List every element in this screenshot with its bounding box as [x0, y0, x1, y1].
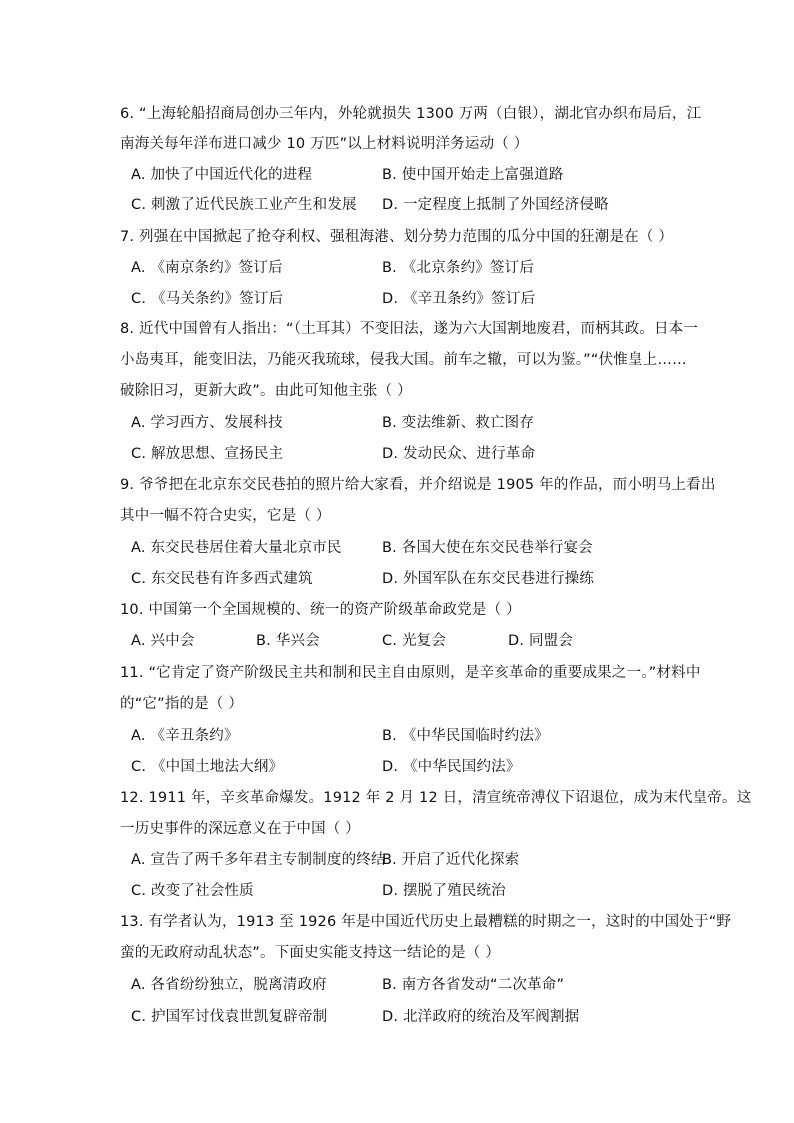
question-10-option-c: C. 光复会 — [382, 633, 447, 649]
question-12-option-d: D. 摆脱了殖民统治 — [382, 883, 506, 899]
question-7-option-b: B. 《北京条约》签订后 — [382, 260, 535, 276]
question-13-option-b: B. 南方各省发动“二次革命” — [382, 977, 565, 993]
question-13-option-a: A. 各省纷纷独立，脱离清政府 — [131, 977, 327, 993]
question-11-option-a: A. 《辛丑条约》 — [131, 728, 239, 744]
question-11-option-c: C. 《中国土地法大纲》 — [131, 759, 284, 775]
question-8-option-c: C. 解放思想、宣扬民主 — [131, 446, 284, 462]
question-7-option-d: D. 《辛丑条约》签订后 — [382, 291, 536, 307]
question-10-line-1: 10. 中国第一个全国规模的、统一的资产阶级革命政党是（ ） — [120, 602, 521, 618]
question-12-option-c: C. 改变了社会性质 — [131, 883, 254, 899]
question-11-option-b: B. 《中华民国临时约法》 — [382, 728, 549, 744]
question-9-option-c: C. 东交民巷有许多西式建筑 — [131, 571, 313, 587]
question-9-option-b: B. 各国大使在东交民巷举行宴会 — [382, 540, 593, 556]
question-13-line-1: 13. 有学者认为，1913 至 1926 年是中国近代历史上最糟糕的时期之一，这时的中国处于“野 — [120, 914, 732, 930]
question-6-option-d: D. 一定程度上抵制了外国经济侵略 — [382, 197, 609, 213]
question-9-option-d: D. 外国军队在东交民巷进行操练 — [382, 571, 595, 587]
question-13-option-c: C. 护国军讨伐袁世凯复辟帝制 — [131, 1009, 328, 1025]
question-10-option-d: D. 同盟会 — [508, 633, 574, 649]
question-6-line-1: 6. “上海轮船招商局创办三年内，外轮就损失 1300 万两（白银），湖北官办织布局后，江 — [120, 106, 702, 122]
question-13-line-2: 蛮的无政府动乱状态”。下面史实能支持这一结论的是（ ） — [120, 945, 501, 961]
question-8-option-d: D. 发动民众、进行革命 — [382, 446, 536, 462]
question-6-line-2: 南海关每年洋布进口减少 10 万匹”以上材料说明洋务运动（ ） — [120, 136, 529, 152]
question-7-option-c: C. 《马关条约》签订后 — [131, 291, 284, 307]
question-12-line-1: 12. 1911 年，辛亥革命爆发。1912 年 2 月 12 日，清宣统帝溥仪下诏退位，成为末代皇帝。这 — [120, 790, 752, 806]
question-12-line-2: 一历史事件的深远意义在于中国（ ） — [120, 821, 361, 837]
question-11-line-1: 11. “它肯定了资产阶级民主共和制和民主自由原则，是辛亥革命的重要成果之一。”材料中 — [120, 665, 701, 681]
question-8-line-2: 小岛夷耳，能变旧法，乃能灭我琉球，侵我大国。前车之辙，可以为鉴。”“伏惟皇上…… — [120, 352, 687, 368]
question-9-line-2: 其中一幅不符合史实，它是（ ） — [120, 508, 331, 524]
question-11-option-d: D. 《中华民国约法》 — [382, 759, 521, 775]
question-13-option-d: D. 北洋政府的统治及军阀割据 — [382, 1009, 580, 1025]
question-8-line-1: 8. 近代中国曾有人指出：“（土耳其）不变旧法，遂为六大国割地废君，而柄其政。日本一 — [120, 321, 699, 337]
question-7-line-1: 7. 列强在中国掀起了抢夺利权、强租海港、划分势力范围的瓜分中国的狂潮是在（ ） — [120, 229, 674, 245]
question-12-option-a: A. 宣告了两千多年君主专制制度的终结 — [131, 852, 386, 868]
question-8-option-a: A. 学习西方、发展科技 — [131, 415, 283, 431]
question-6-option-b: B. 使中国开始走上富强道路 — [382, 167, 564, 183]
question-6-option-a: A. 加快了中国近代化的进程 — [131, 167, 313, 183]
question-8-line-3: 破除旧习，更新大政”。由此可知他主张（ ） — [120, 383, 412, 399]
question-6-option-c: C. 刺激了近代民族工业产生和发展 — [131, 197, 357, 213]
question-7-option-a: A. 《南京条约》签订后 — [131, 260, 283, 276]
question-8-option-b: B. 变法维新、救亡图存 — [382, 415, 535, 431]
question-11-line-2: 的“它”指的是（ ） — [120, 696, 244, 712]
question-9-line-1: 9. 爷爷把在北京东交民巷拍的照片给大家看，并介绍说是 1905 年的作品，而小明马上看出 — [120, 477, 716, 493]
question-9-option-a: A. 东交民巷居住着大量北京市民 — [131, 540, 342, 556]
question-10-option-a: A. 兴中会 — [131, 633, 195, 649]
question-12-option-b: B. 开启了近代化探索 — [382, 852, 520, 868]
question-10-option-b: B. 华兴会 — [256, 633, 320, 649]
